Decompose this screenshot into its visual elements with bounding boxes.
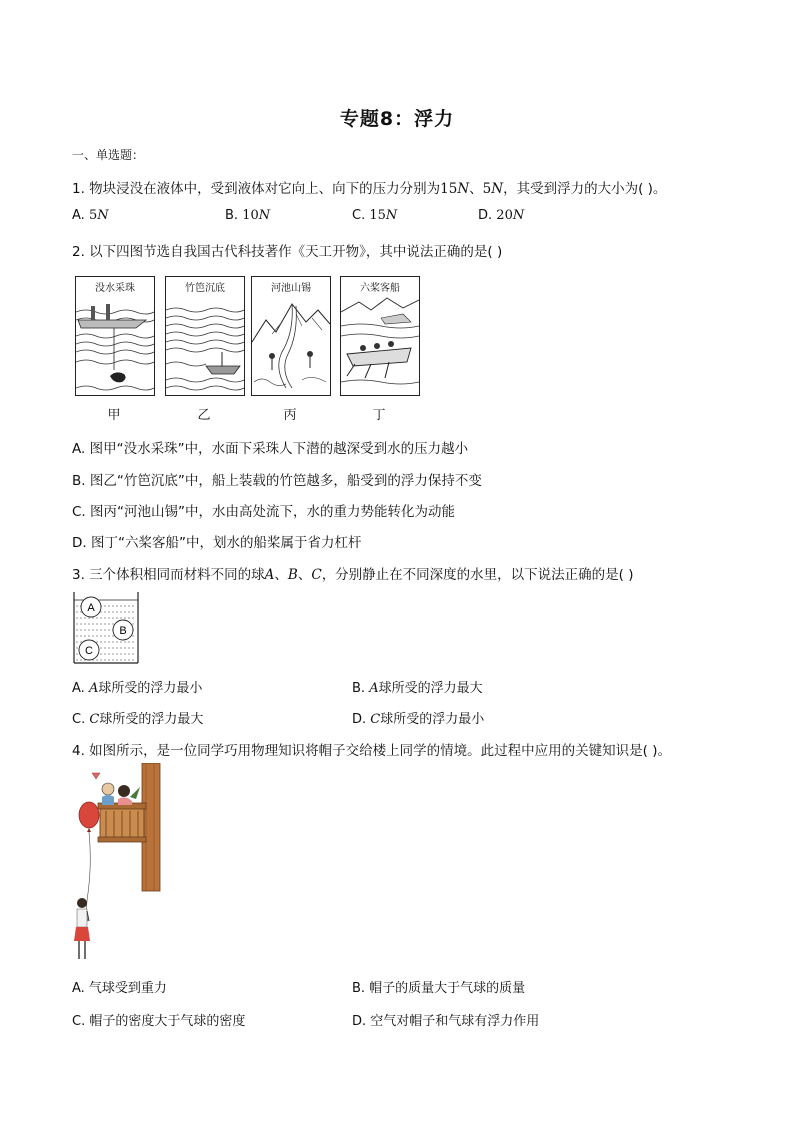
water-tank-diagram	[72, 590, 142, 666]
q2-panel-jia: 没水采珠	[75, 276, 155, 396]
question-1-stem: 1. 物块浸没在液体中，受到液体对它向上、向下的压力分别为15N、5N，其受到浮力的大小为( )。	[72, 181, 667, 197]
q4-option-c[interactable]: C. 帽子的密度大于气球的密度	[72, 1014, 246, 1029]
q2-illustration-row	[75, 276, 425, 421]
q2-panel-bing: 河池山锡	[251, 276, 331, 396]
tin-mining-illustration	[252, 292, 330, 395]
q2-panel-jia-label: 甲	[107, 408, 121, 423]
q4-option-a[interactable]: A. 气球受到重力	[72, 981, 167, 996]
q2-panel-yi: 竹笆沉底	[165, 276, 245, 396]
question-4-stem: 4. 如图所示，是一位同学巧用物理知识将帽子交给楼上同学的情境。此过程中应用的关键知识是( )。	[72, 743, 671, 759]
q3-option-c[interactable]: C. C球所受的浮力最大	[72, 712, 204, 727]
section-heading: 一、单选题：	[72, 148, 145, 162]
q2-option-b[interactable]: B. 图乙“竹笆沉底”中，船上装载的竹笆越多，船受到的浮力保持不变	[72, 473, 482, 489]
q3-option-d[interactable]: D. C球所受的浮力最小	[352, 712, 485, 727]
q3-container-figure	[72, 590, 142, 670]
q4-balcony-figure	[70, 763, 162, 972]
q2-panel-yi-label: 乙	[197, 408, 211, 423]
q2-option-c[interactable]: C. 图丙“河池山锡”中，水由高处流下，水的重力势能转化为动能	[72, 504, 455, 520]
q1-option-a[interactable]: A. 5N	[72, 208, 109, 223]
q2-option-d[interactable]: D. 图丁“六桨客船”中，划水的船桨属于省力杠杆	[72, 535, 362, 551]
q1-option-b[interactable]: B. 10N	[225, 208, 271, 223]
q2-panel-ding: 六桨客船	[340, 276, 420, 396]
q1-option-d[interactable]: D. 20N	[478, 208, 525, 223]
ball-b-label: B	[119, 625, 127, 637]
bamboo-raft-illustration	[166, 292, 244, 395]
question-2-stem: 2. 以下四图节选自我国古代科技著作《天工开物》，其中说法正确的是( )	[72, 244, 503, 260]
q4-option-d[interactable]: D. 空气对帽子和气球有浮力作用	[352, 1014, 540, 1029]
question-3-stem: 3. 三个体积相同而材料不同的球A、B、C，分别静止在不同深度的水里，以下说法正确的是( )	[72, 567, 634, 583]
q1-option-c[interactable]: C. 15N	[352, 208, 398, 223]
q3-option-a[interactable]: A. A球所受的浮力最小	[72, 681, 203, 696]
six-oar-boat-illustration	[341, 292, 419, 395]
ball-c-label: C	[85, 645, 93, 657]
balloon-hat-illustration	[70, 763, 162, 968]
pearl-diving-illustration	[76, 292, 154, 395]
page-title: 专题8：浮力	[339, 108, 455, 130]
q4-option-b[interactable]: B. 帽子的质量大于气球的质量	[352, 981, 526, 996]
ball-a-label: A	[87, 602, 95, 614]
q2-panel-ding-label: 丁	[372, 408, 386, 423]
q2-option-a[interactable]: A. 图甲“没水采珠”中，水面下采珠人下潜的越深受到水的压力越小	[72, 441, 469, 457]
q2-panel-bing-label: 丙	[283, 408, 297, 423]
q3-option-b[interactable]: B. A球所受的浮力最大	[352, 681, 483, 696]
